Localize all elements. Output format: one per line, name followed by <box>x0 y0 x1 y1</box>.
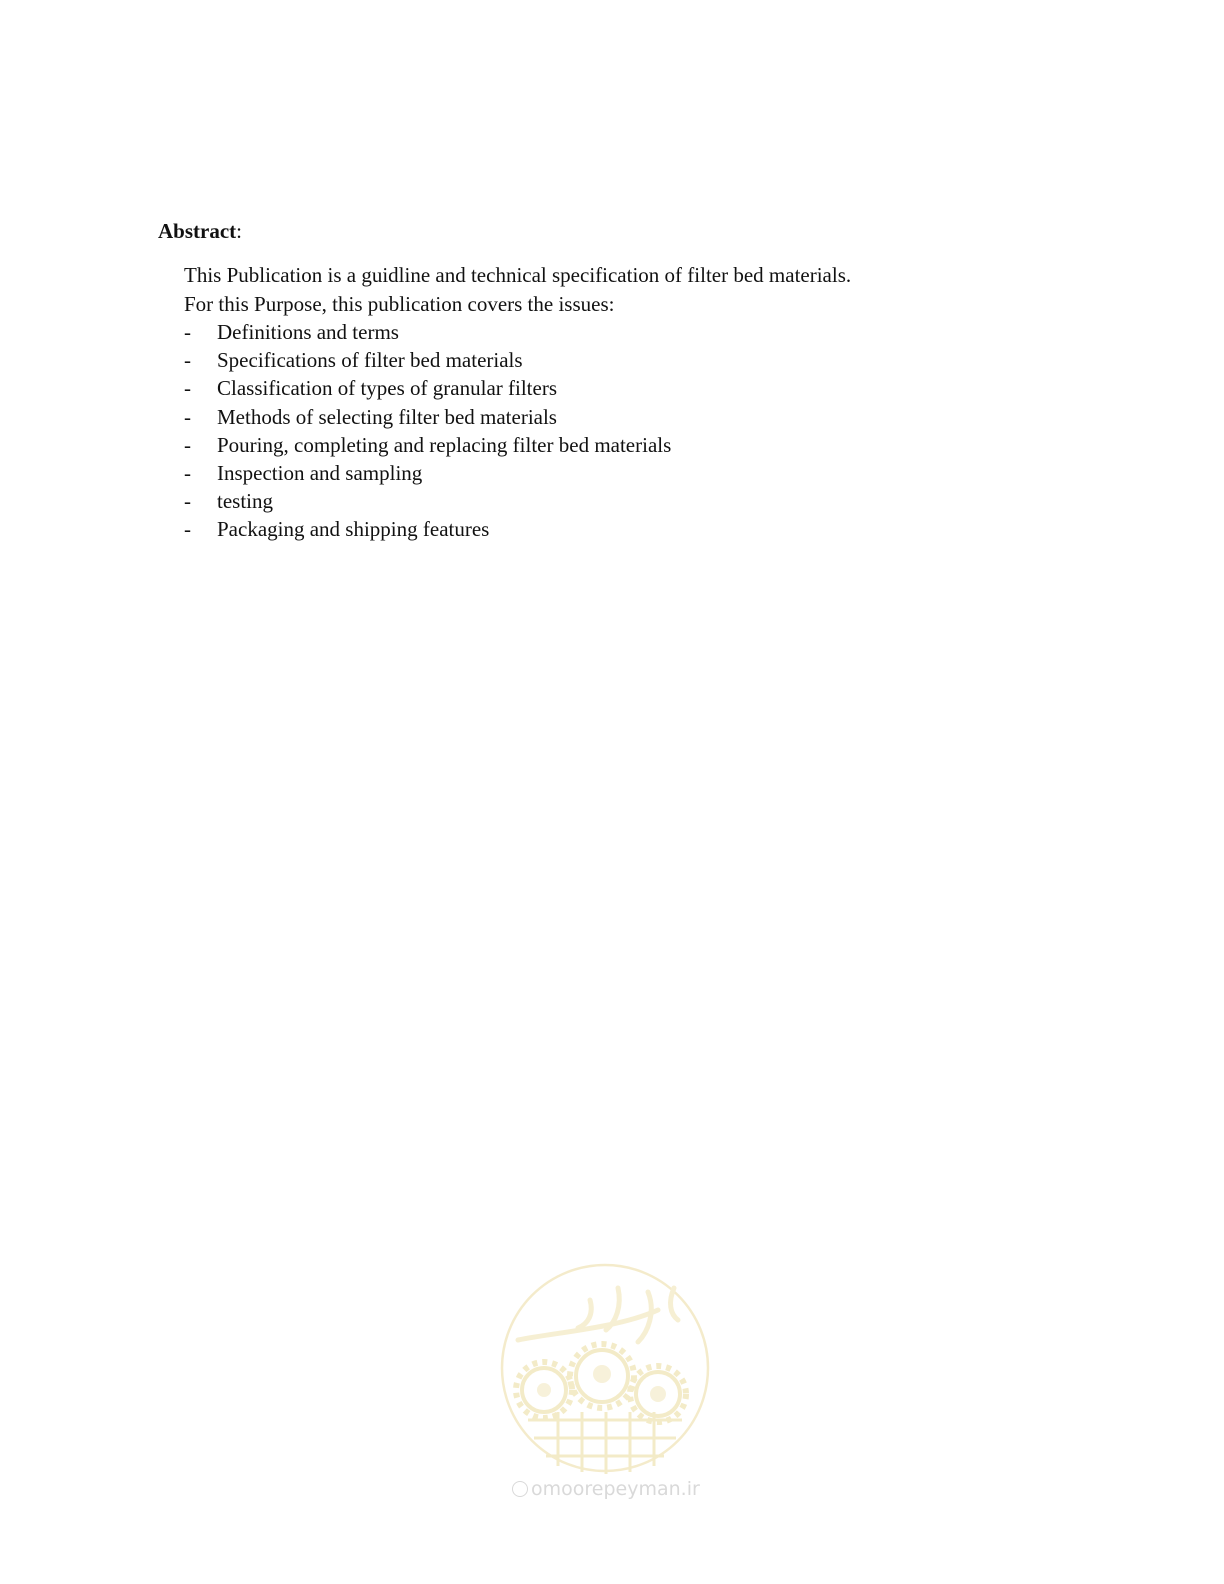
list-item <box>184 375 671 403</box>
list-item-text: Definitions and terms <box>217 320 399 344</box>
bullet-dash: - <box>184 404 191 429</box>
abstract-intro-line-1: This Publication is a guidline and technical specification of filter bed materials. <box>184 263 852 287</box>
list-item <box>184 488 671 516</box>
abstract-heading-label: Abstract <box>158 219 237 243</box>
watermark-logo <box>498 1262 712 1478</box>
bullet-dash: - <box>184 460 191 485</box>
list-item-text: Classification of types of granular filters <box>217 376 557 401</box>
list-item <box>184 404 671 432</box>
list-item <box>184 516 671 544</box>
abstract-heading-colon: : <box>236 219 242 243</box>
globe-icon <box>512 1481 528 1497</box>
list-item <box>184 319 671 347</box>
list-item <box>184 347 671 375</box>
bullet-dash: - <box>184 376 191 401</box>
list-item-text: Pouring, completing and replacing filter bed materials <box>217 432 672 457</box>
list-item <box>184 432 671 460</box>
bullet-dash: - <box>184 320 191 344</box>
bullet-dash: - <box>184 489 191 514</box>
bullet-dash: - <box>184 517 191 542</box>
list-item-text: Packaging and shipping features <box>217 517 490 542</box>
topic-list <box>184 319 671 545</box>
watermark-url <box>512 1478 712 1500</box>
list-item <box>184 460 671 488</box>
list-item-text: Inspection and sampling <box>217 460 423 485</box>
watermark-url-text: omoorepeyman.ir <box>531 1478 700 1500</box>
abstract-heading <box>158 218 242 244</box>
list-item-text: Methods of selecting filter bed materials <box>217 404 557 429</box>
list-item-text: Specifications of filter bed materials <box>217 348 523 373</box>
bullet-dash: - <box>184 432 191 457</box>
list-item-text: testing <box>217 489 273 514</box>
abstract-intro-line-2: For this Purpose, this publication covers the issues: <box>184 292 615 316</box>
bullet-dash: - <box>184 348 191 373</box>
